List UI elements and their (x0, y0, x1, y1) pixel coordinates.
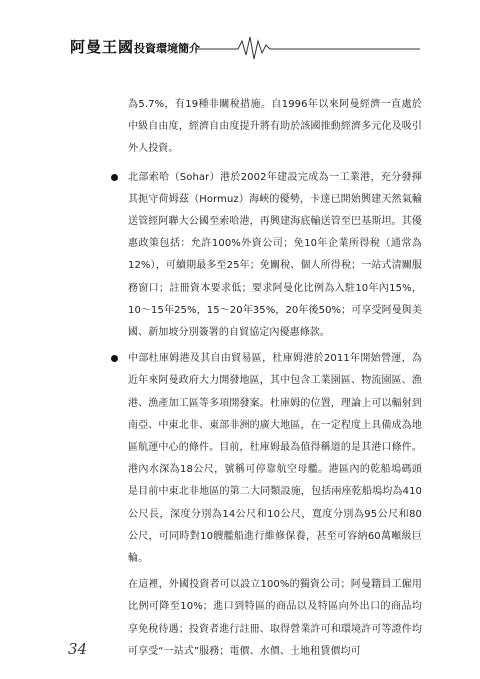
investment-paragraph: 在這裡，外國投資者可以設立100%的獨資公司；阿曼籍員工僱用比例可降至10%；進口到特區的商品以及特區向外出口的商品均享免稅待遇；投資者進行註冊、取得營業許可和環境許可等證件均可享受“一站式”服務；電價、水價、土地租賃價均可 (128, 579, 422, 657)
main-content (128, 94, 422, 663)
duqm-paragraph: 中部杜庫姆港及其自由貿易區，杜庫姆港於2011年開始營運，為近年來阿曼政府大力開發地區，其中包含工業園區、物流園區、漁港、漁產加工區等多項開發案。杜庫姆的位置，理論上可以輻射到南亞、中東北非、東部非洲的廣大地區，在一定程度上具備成為地區航運中心的條件。目前，杜庫姆最為值得稱道的是其港口條件。港內水深為18公尺，號稱可停靠航空母艦。港區內的乾船塢碼頭是目前中東北非地區的第二大同類設施，包括兩座乾船塢均為410公尺長，深度分別為14公尺和10公尺，寬度分別為95公尺和80公尺，可同時對10艘艦船進行維修保養，甚至可容納60萬噸級巨輪。 (128, 353, 422, 565)
header-title-main: 阿曼王國 (70, 38, 135, 56)
sohar-paragraph: 北部索哈（Sohar）港於2002年建設完成為一工業港，充分發揮其扼守荷姆茲（Hormuz）海峽的優勢，卡達已開始興建天然氣輸送管經阿聯大公國至索哈港，再興建海底輸送管至巴基斯坦。其優惠政策包括：允許100%外資公司；免10年企業所得稅（通常為12%），可續期最多至25年；免關稅、個人所得稅；一站式清關服務窗口；註冊資本要求低；要求阿曼化比例為入駐10年內15%，10～15年25%，15～20年35%，20年後50%；可享受阿曼與美國、新加坡分別簽署的自貿協定內優惠條款。 (128, 171, 422, 339)
bullet-item-duqm (128, 348, 422, 570)
page-number: 34 (68, 640, 88, 658)
continuation-paragraph: 為5.7%，有19種非關稅措施。自1996年以來阿曼經濟一直處於中級自由度，經濟自由度提升將有助於該國推動經濟多元化及吸引外人投資。 (128, 99, 422, 155)
bullet-icon (111, 355, 118, 362)
page-header (0, 0, 480, 60)
header-title (70, 36, 200, 57)
header-title-sub: 投資環境簡介 (134, 42, 201, 55)
bullet-icon (111, 174, 118, 181)
bullet-item-sohar (128, 167, 422, 345)
